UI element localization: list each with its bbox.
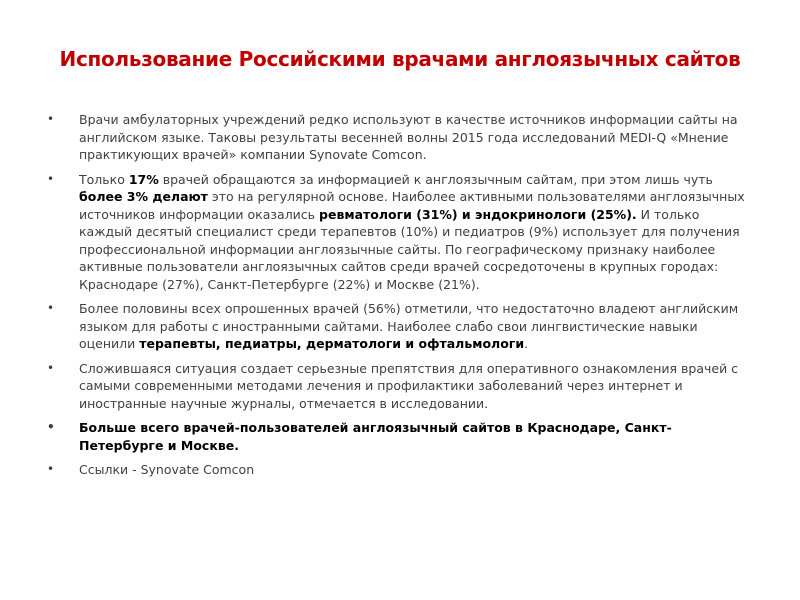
bullet-bold-text: Больше всего врачей-пользователей англоязычный сайтов в Краснодаре, Санкт-Петербурге и Москве. — [79, 420, 672, 453]
bullet-text: Сложившаяся ситуация создает серьезные препятствия для оперативного ознакомления врачей с самыми современными методами лечения и профилактики заболеваний через интернет и иностранные научные журналы, отмечается в исследовании. — [79, 360, 739, 411]
bullet-text: врачей обращаются за информацией к англоязычным сайтам, при этом лишь чуть — [158, 171, 713, 187]
bullet-dot-icon: • — [47, 301, 55, 315]
bullet-item-4 — [47, 360, 747, 413]
bullet-bold-text: 17% — [128, 171, 159, 187]
bullet-item-5 — [47, 419, 747, 454]
bullet-text: . — [524, 336, 529, 351]
bullet-item-1 — [47, 111, 747, 164]
bullet-list — [47, 111, 747, 486]
bullet-item-3 — [47, 300, 747, 353]
bullet-dot-icon: • — [47, 171, 55, 186]
bullet-dot-icon: • — [47, 112, 55, 126]
bullet-dot-icon: • — [47, 360, 55, 375]
bullet-text: Врачи амбулаторных учреждений редко используют в качестве источников информации сайты на английском языке. Таковы результаты весенней волны 2015 года исследований MEDI-Q «Мнение практикующих врачей» компании Synovate Comcon. — [79, 112, 738, 162]
bullet-bold-text: терапевты, педиатры, дерматологи и офтальмологи — [139, 336, 525, 351]
bullet-bold-text: более 3% делают — [79, 189, 208, 204]
bullet-dot-icon: • — [47, 462, 55, 476]
bullet-text: Ссылки - Synovate Comcon — [79, 462, 255, 477]
bullet-text: это на регулярной основе. Наиболее активными пользователями англоязычных источников информации оказались — [79, 189, 745, 222]
bullet-text: И только каждый десятый специалист среди терапевтов (10%) и педиатров (9%) использует для получения профессиональной информации англоязычные сайты. По географическому признаку наиболее активные пользователи англоязычных сайтов среди врачей сосредоточены в крупных городах: Краснодаре (27%), Санкт-Петербурге (22%) и Москве (21%). — [79, 206, 740, 292]
bullet-text: Более половины всех опрошенных врачей (56%) отметили, что недостаточно владеют английским языком для работы с иностранными сайтами. Наиболее слабо свои лингвистические навыки оценили — [79, 301, 739, 351]
bullet-dot-icon: • — [47, 420, 55, 434]
bullet-item-2 — [47, 171, 747, 294]
slide-title: Использование Российскими врачами англоязычных сайтов — [59, 47, 741, 71]
bullet-bold-text: ревматологи (31%) и эндокринологи (25%). — [319, 206, 637, 222]
bullet-text: Только — [79, 171, 129, 187]
bullet-item-6 — [47, 461, 747, 479]
